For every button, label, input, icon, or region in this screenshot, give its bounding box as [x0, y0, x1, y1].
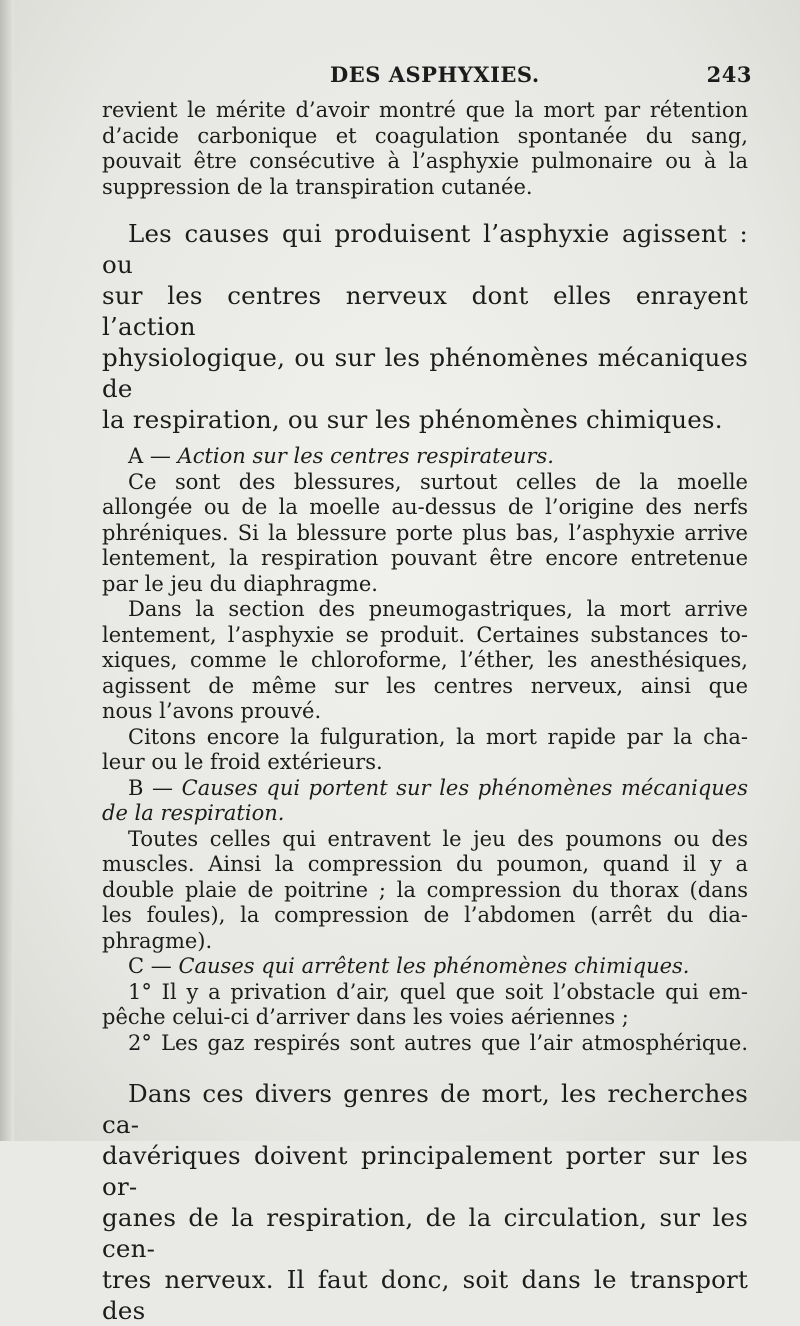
- text-line: lentement, la respiration pouvant être encore entretenue: [102, 546, 748, 570]
- section-letter: A —: [128, 444, 171, 468]
- causes-paragraph: [102, 218, 748, 435]
- text-line: la respiration, ou sur les phénomènes chimiques.: [102, 405, 723, 434]
- section-title: Causes qui arrêtent les phénomènes chimiques.: [178, 954, 690, 978]
- text-line: 1° Il y a privation d’air, quel que soit l’obstacle qui em-: [128, 979, 748, 1004]
- text-line: phragme).: [102, 928, 213, 953]
- section-c-item-2: [102, 1031, 748, 1057]
- text-line: nous l’avons prouvé.: [102, 699, 322, 723]
- intro-paragraph: [102, 98, 748, 200]
- text-line: Citons encore la fulguration, la mort rapide par la cha-: [128, 724, 748, 749]
- text-line: sur les centres nerveux dont elles enrayent l’action: [102, 281, 748, 341]
- section-a-paragraph-1: [102, 470, 748, 598]
- section-letter: B —: [128, 775, 174, 800]
- text-line: lentement, l’asphyxie se produit. Certaines substances to-: [102, 622, 748, 647]
- text-line: 2° Les gaz respirés sont autres que l’air atmosphérique.: [128, 1030, 748, 1055]
- text-line: par le jeu du diaphragme.: [102, 571, 378, 596]
- text-line: pouvait être consécutive à l’asphyxie pulmonaire ou à la: [102, 149, 748, 173]
- section-c-heading: [102, 954, 748, 980]
- page-body: [102, 98, 748, 1326]
- running-header: [102, 58, 752, 92]
- text-line: Dans ces divers genres de mort, les recherches ca-: [102, 1079, 748, 1139]
- text-line: physiologique, ou sur les phénomènes mécaniques de: [102, 343, 748, 403]
- section-b-heading: [102, 776, 748, 827]
- page-gutter: [0, 0, 14, 1141]
- section-title: Causes qui portent sur les phénomènes mécaniques: [181, 775, 749, 800]
- section-title-continued: de la respiration.: [102, 801, 285, 825]
- section-a-paragraph-3: [102, 725, 748, 776]
- text-line: revient le mérite d’avoir montré que la mort par rétention: [102, 98, 748, 122]
- text-line: agissent de même sur les centres nerveux, ainsi que: [102, 673, 748, 698]
- text-line: xiques, comme le chloroforme, l’éther, les anesthésiques,: [102, 648, 748, 672]
- text-line: suppression de la transpiration cutanée.: [102, 174, 533, 199]
- section-a-paragraph-2: [102, 597, 748, 725]
- text-line: davériques doivent principalement porter sur les or-: [102, 1141, 748, 1201]
- section-b-paragraph: [102, 827, 748, 955]
- text-line: pêche celui-ci d’arriver dans les voies aériennes ;: [102, 1005, 629, 1029]
- section-a-heading: [102, 444, 748, 470]
- running-title: DES ASPHYXIES.: [330, 62, 540, 87]
- text-line: tres nerveux. Il faut donc, soit dans le transport des: [102, 1265, 748, 1325]
- text-line: d’acide carbonique et coagulation spontanée du sang,: [102, 123, 748, 148]
- text-line: les foules), la compression de l’abdomen (arrêt du dia-: [102, 903, 748, 927]
- text-line: Ce sont des blessures, surtout celles de la moelle: [128, 469, 748, 494]
- section-title: Action sur les centres respirateurs.: [177, 444, 554, 468]
- text-line: ganes de la respiration, de la circulation, sur les cen-: [102, 1203, 748, 1263]
- section-c-item-1: [102, 980, 748, 1031]
- text-line: leur ou le froid extérieurs.: [102, 750, 383, 774]
- text-line: double plaie de poitrine ; la compression du thorax (dans: [102, 877, 748, 902]
- text-line: muscles. Ainsi la compression du poumon, quand il y a: [102, 852, 748, 876]
- text-line: Dans la section des pneumogastriques, la mort arrive: [128, 597, 748, 621]
- closing-paragraph: [102, 1078, 748, 1326]
- text-line: phréniques. Si la blessure porte plus bas, l’asphyxie arrive: [102, 520, 748, 545]
- text-line: Les causes qui produisent l’asphyxie agissent : ou: [102, 219, 748, 279]
- section-letter: C —: [128, 954, 172, 978]
- text-line: allongée ou de la moelle au-dessus de l’origine des nerfs: [102, 495, 748, 519]
- page-number: 243: [706, 62, 752, 87]
- text-line: Toutes celles qui entravent le jeu des poumons ou des: [128, 826, 748, 851]
